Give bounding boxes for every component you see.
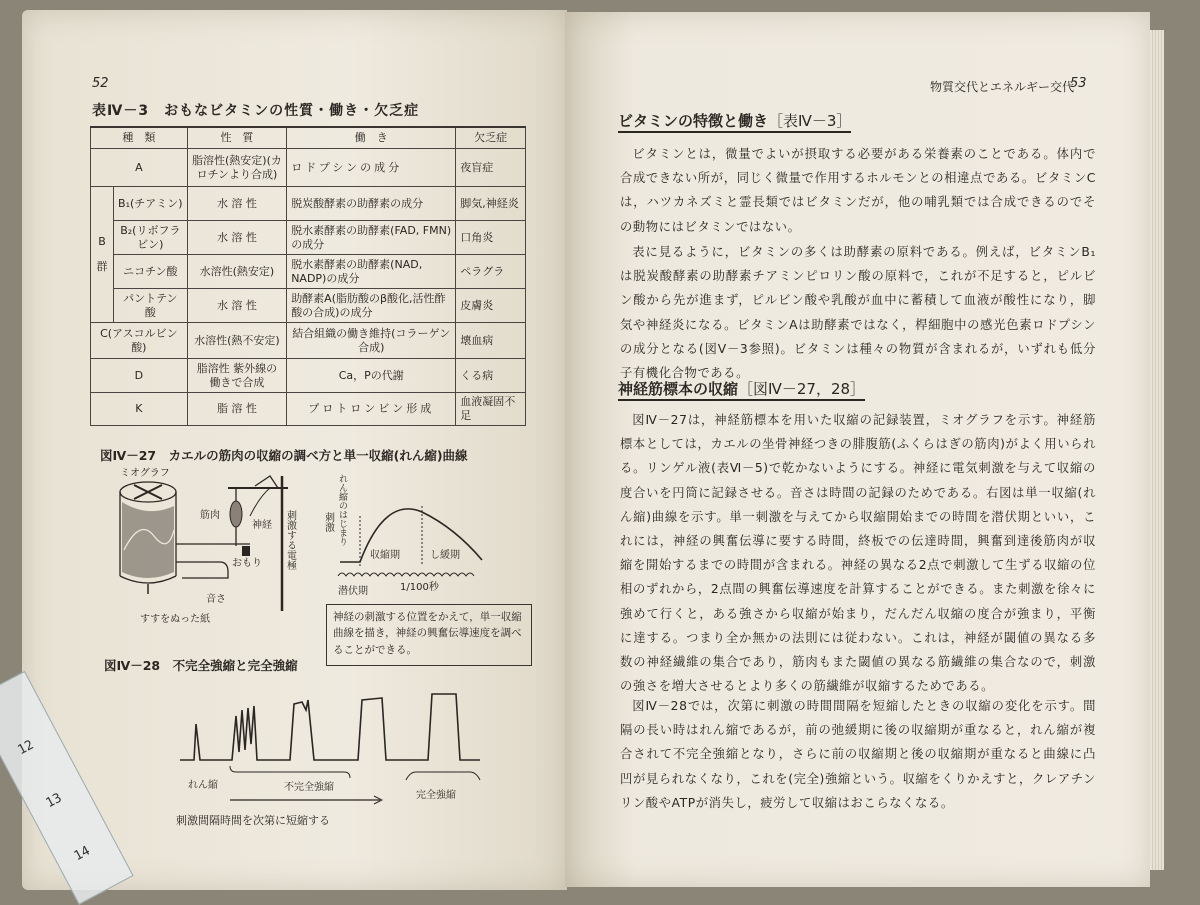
vitamin-property: 水 溶 性 [187, 221, 287, 255]
twitch-start-label: れん縮のはじまり [337, 474, 347, 546]
interval-label: 刺激間隔時間を次第に短縮する [176, 814, 330, 827]
vitamin-function: Ca，Pの代謝 [287, 359, 456, 393]
vitamin-deficiency: 夜盲症 [456, 149, 526, 187]
tetanus-figure [170, 680, 500, 830]
section-heading-vitamin [618, 110, 851, 133]
vitamin-function: 助酵素A(脂肪酸のβ酸化,活性酢酸の合成)の成分 [287, 289, 456, 323]
ruler-mark: 12 [15, 737, 37, 759]
section-ref: ［図Ⅳ－27，28］ [738, 380, 866, 398]
vitamin-function: 脱水素酵素の助酵素(NAD, NADP)の成分 [287, 255, 456, 289]
table-header-row [91, 127, 526, 149]
vitamin-deficiency: 皮膚炎 [456, 289, 526, 323]
incomplete-label: 不完全強縮 [284, 782, 334, 793]
vitamin-name: ニコチン酸 [113, 255, 187, 289]
vitamin-name: B₂(リボフラビン) [113, 221, 187, 255]
table-row [91, 323, 526, 359]
paragraph: 表に見るように，ビタミンの多くは助酵素の原料である。例えば，ビタミンB₁は脱炭酸酵素の助酵素チアミンピロリン酸の原料で，これが不足すると，ピルビン酸から先が進まず，ピルビン酸や乳酸が血中に蓄積して血液が酸性になり，脚気や神経炎になる。ビタミンAは助酵素ではなく，桿細胞中の感光色素ロドプシンの成分となる(図Ⅴ－3参照)。ビタミンは種々の物質が含まれるが，いずれも低分子有機化合物である。 [620, 245, 1096, 381]
vitamin-name: パントテン酸 [113, 289, 187, 323]
relaxation-label: し緩期 [430, 550, 460, 561]
vitamin-table [90, 126, 526, 426]
vitamin-name: A [91, 149, 188, 187]
vitamin-function: プロトロンビン形成 [287, 393, 456, 426]
table-row [91, 359, 526, 393]
section-title: 神経筋標本の収縮 [618, 380, 739, 398]
twitch-label: れん縮 [188, 780, 218, 791]
vitamin-function: ロドプシンの成分 [287, 149, 456, 187]
twitch-curve [340, 509, 482, 562]
vitamin-property: 水 溶 性 [187, 187, 287, 221]
vitamin-property: 脂 溶 性 [187, 393, 287, 426]
table-header: 性 質 [187, 127, 287, 149]
ruler-mark: 13 [43, 790, 65, 812]
table-header: 種 類 [91, 127, 188, 149]
running-head: 物質交代とエネルギー交代 [930, 80, 1075, 94]
vitamin-deficiency: 壊血病 [456, 323, 526, 359]
vitamin-property: 脂溶性 紫外線の働きで合成 [187, 359, 287, 393]
b-group-label: B 群 [91, 187, 114, 323]
time-trace [338, 573, 474, 576]
page-edges [1150, 30, 1164, 870]
vitamin-deficiency: 血液凝固不足 [456, 393, 526, 426]
left-page-number: 52 [92, 76, 109, 91]
vitamin-function: 脱炭酸酵素の助酵素の成分 [287, 187, 456, 221]
fig27-title: 図Ⅳ－27 カエルの筋肉の収縮の調べ方と単一収縮(れん縮)曲線 [100, 448, 468, 463]
section-title: ビタミンの特徴と働き [618, 112, 769, 130]
table-row [91, 187, 526, 221]
vitamin-name: K [91, 393, 188, 426]
incomplete-bracket [230, 766, 350, 778]
vitamin-deficiency: 口角炎 [456, 221, 526, 255]
paragraph: ビタミンとは，微量でよいが摂取する必要がある栄養素のことである。体内で合成できない所が，同じく微量で作用するホルモンとの相違点である。ビタミンCは，ハツカネズミと霊長類ではビタミンだが，他の哺乳類では合成できるのでその動物にはビタミンではない。 [620, 147, 1096, 234]
table-row [91, 221, 526, 255]
vitamin-name: C(アスコルビン酸) [91, 323, 188, 359]
nerve [250, 488, 270, 516]
nerve-label: 神経 [252, 520, 272, 531]
electrode-label: 刺激する電極 [284, 510, 296, 570]
complete-label: 完全強縮 [416, 790, 456, 801]
vitamin-function: 脱水素酵素の助酵素(FAD, FMN)の成分 [287, 221, 456, 255]
weight [242, 546, 250, 556]
vitamin-property: 脂溶性(熱安定)(カロチンより合成) [187, 149, 287, 187]
stimulus-label: 刺激 [322, 512, 334, 532]
ruler-mark: 14 [71, 843, 93, 865]
vitamin-property: 水 溶 性 [187, 289, 287, 323]
table-row [91, 289, 526, 323]
time-scale-label: 1/100秒 [400, 582, 439, 593]
table-row [91, 393, 526, 426]
fig28-title: 図Ⅳ－28 不完全強縮と完全強縮 [104, 658, 298, 673]
vitamin-function: 結合組織の働き維持(コラーゲン合成) [287, 323, 456, 359]
vitamin-deficiency: くる病 [456, 359, 526, 393]
table-row [91, 255, 526, 289]
tuning-fork-label: 音さ [206, 594, 226, 605]
myograph-label: ミオグラフ [120, 468, 170, 479]
vitamin-name: D [91, 359, 188, 393]
paragraph: 図Ⅳ－28では，次第に刺激の時間間隔を短縮したときの収縮の変化を示す。間隔の長い時はれん縮であるが，前の弛緩期に後の収縮期が重なると，れん縮が複合されて不完全強縮となり，さらに前の収縮期と後の収縮期が重なると曲線に凸凹が見られなくなり，これを(完全)強縮という。収縮をくりかえすと，クレアチンリン酸やATPが消失し，疲労して収縮はおこらなくなる。 [620, 699, 1096, 810]
muscle [230, 501, 242, 527]
vitamin-deficiency: ペラグラ [456, 255, 526, 289]
complete-bracket [406, 772, 480, 780]
paragraph: 図Ⅳ－27は，神経筋標本を用いた収縮の記録装置，ミオグラフを示す。神経筋標本としては，カエルの坐骨神経つきの腓腹筋(ふくらはぎの筋肉)がよく用いられる。リンゲル液(表Ⅵ－5)で乾かないようにする。神経に電気刺激を与えて収縮の度合いを円筒に記録させる。音さは時間の記録のためである。右図は単一収縮(れん縮)曲線を示す。単一刺激を与えてから収縮開始までの時間を潜伏期といい，これには，神経の興奮伝導に要する時間，終板での伝達時間，興奮到達後筋肉が収縮を開始するまでの時間が含まれる。神経の異なる2点で刺激して生ずる収縮の位相のずれから，2点間の興奮伝導速度を計算することができる。また刺激を徐々に強めて行くと，ある強さから収縮が始まり，だんだん収縮の度合が強まり，平衡に達する。つまり全か無かの法則には従わない。これは，神経が閾値の異なる多数の神経繊維の集合であり，筋肉もまた閾値の異なる筋繊維の集合なので，刺激の強さを増大させるとより多くの筋繊維が収縮するためである。 [620, 413, 1096, 694]
vitamin-name: B₁(チアミン) [113, 187, 187, 221]
table-header: 働 き [287, 127, 456, 149]
table-title: 表Ⅳ－3 おもなビタミンの性質・働き・欠乏症 [92, 103, 420, 119]
tetanus-trace [180, 694, 480, 760]
right-page-number: 53 [1070, 76, 1087, 91]
tuning-fork [176, 562, 228, 578]
muscle-label: 筋肉 [200, 510, 220, 521]
section-ref: ［表Ⅳ－3］ [768, 112, 852, 130]
latent-label: 潜伏期 [338, 586, 368, 597]
table-row [91, 149, 526, 187]
vitamin-property: 水溶性(熱不安定) [187, 323, 287, 359]
paper-label: すすをぬった紙 [140, 614, 211, 625]
vitamin-property: 水溶性(熱安定) [187, 255, 287, 289]
electrode [255, 476, 278, 488]
vitamin-deficiency: 脚気,神経炎 [456, 187, 526, 221]
fig27-note: 神経の刺激する位置をかえて，単一収縮曲線を描き，神経の興奮伝導速度を調べることができる。 [326, 604, 532, 666]
section-heading-muscle [618, 378, 865, 401]
table-header: 欠乏症 [456, 127, 526, 149]
weight-label: おもり [232, 558, 262, 569]
contraction-label: 収縮期 [370, 550, 400, 561]
